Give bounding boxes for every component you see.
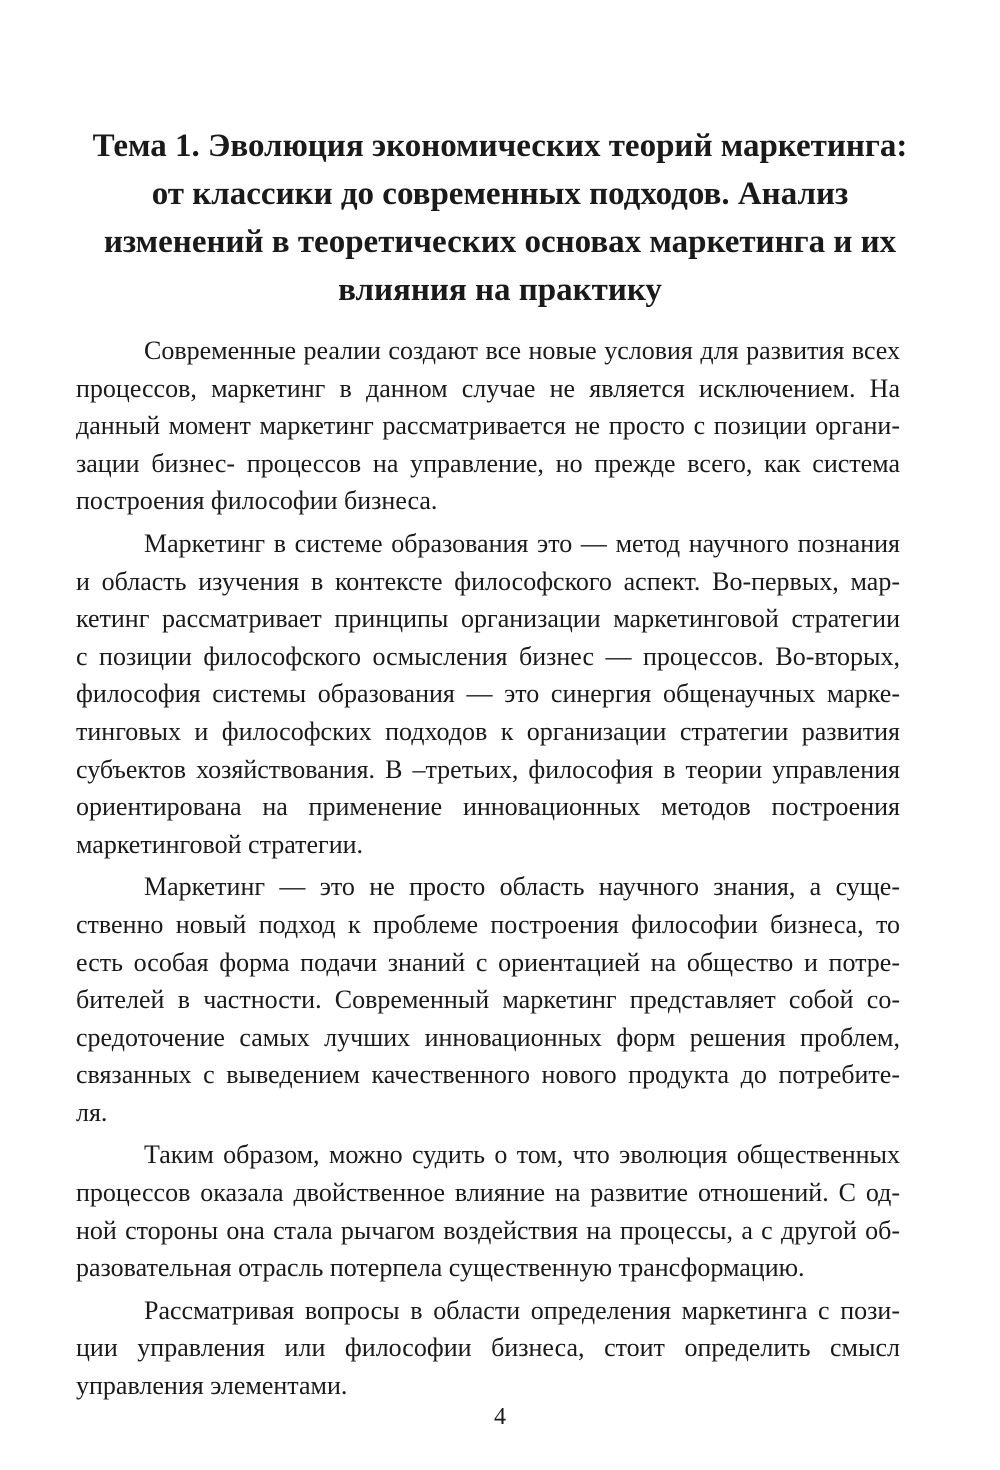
text-line: Маркетинг в системе образования это — метод научного познания <box>144 528 900 558</box>
text-line: построения философии бизнеса. <box>76 486 438 516</box>
text-line: маркетинговой стратегии. <box>76 829 364 859</box>
text-line: ной стороны она стала рычагом воздействия на процессы, а с другой об- <box>76 1215 900 1245</box>
text-line: ля. <box>76 1097 108 1127</box>
text-line: Маркетинг — это не просто область научного знания, а суще- <box>144 872 900 902</box>
text-line: Рассматривая вопросы в области определения маркетинга с пози- <box>144 1295 900 1325</box>
text-line: Таким образом, можно судить о том, что эволюция общественных <box>144 1140 900 1170</box>
text-line: тинговых и философских подходов к организации стратегии развития <box>76 716 900 746</box>
chapter-heading <box>80 122 920 314</box>
text-line: бителей в частности. Современный маркетинг представляет собой со- <box>76 985 900 1015</box>
text-line: ственно новый подход к проблеме построения философии бизнеса, то <box>76 909 900 939</box>
text-line: и область изучения в контексте философского аспект. Во-первых, мар- <box>76 566 900 596</box>
text-line: зации бизнес- процессов на управление, но прежде всего, как система <box>76 448 900 478</box>
text-line: данный момент маркетинг рассматривается не просто с позиции органи- <box>76 411 900 441</box>
paragraph-1 <box>76 332 900 520</box>
body-text <box>76 332 900 1410</box>
heading-line: влияния на практику <box>338 272 662 308</box>
paragraph-5 <box>76 1292 900 1405</box>
text-line: ориентирована на применение инновационных методов построения <box>76 792 900 822</box>
text-line: субъектов хозяйствования. В –третьих, философия в теории управления <box>76 754 900 784</box>
text-line: разовательная отрасль потерпела существенную трансформацию. <box>76 1253 805 1283</box>
heading-line: от классики до современных подходов. Анализ <box>151 176 849 212</box>
heading-line: Тема 1. Эволюция экономических теорий маркетинга: <box>92 128 908 164</box>
text-line: управления элементами. <box>76 1371 348 1401</box>
paragraph-3 <box>76 868 900 1131</box>
paragraph-4 <box>76 1136 900 1286</box>
text-line: с позиции философского осмысления бизнес — процессов. Во-вторых, <box>76 641 900 671</box>
text-line: процессов оказала двойственное влияние на развитие отношений. С од- <box>76 1178 900 1208</box>
text-line: процессов, маркетинг в данном случае не является исключением. На <box>76 373 900 403</box>
text-line: философия системы образования — это синергия общенаучных марке- <box>76 679 900 709</box>
text-line: связанных с выведением качественного нового продукта до потребите- <box>76 1060 900 1090</box>
text-line: ции управления или философии бизнеса, стоит определить смысл <box>76 1333 900 1363</box>
text-line: кетинг рассматривает принципы организации маркетинговой стратегии <box>76 604 900 634</box>
text-line: Современные реалии создают все новые условия для развития всех <box>144 336 900 365</box>
paragraph-2 <box>76 525 900 863</box>
text-line: есть особая форма подачи знаний с ориентацией на общество и потре- <box>76 947 900 977</box>
page-number: 4 <box>494 1404 506 1430</box>
heading-line: изменений в теоретических основах маркетинга и их <box>103 224 897 260</box>
text-line: средоточение самых лучших инновационных форм решения проблем, <box>76 1022 900 1052</box>
